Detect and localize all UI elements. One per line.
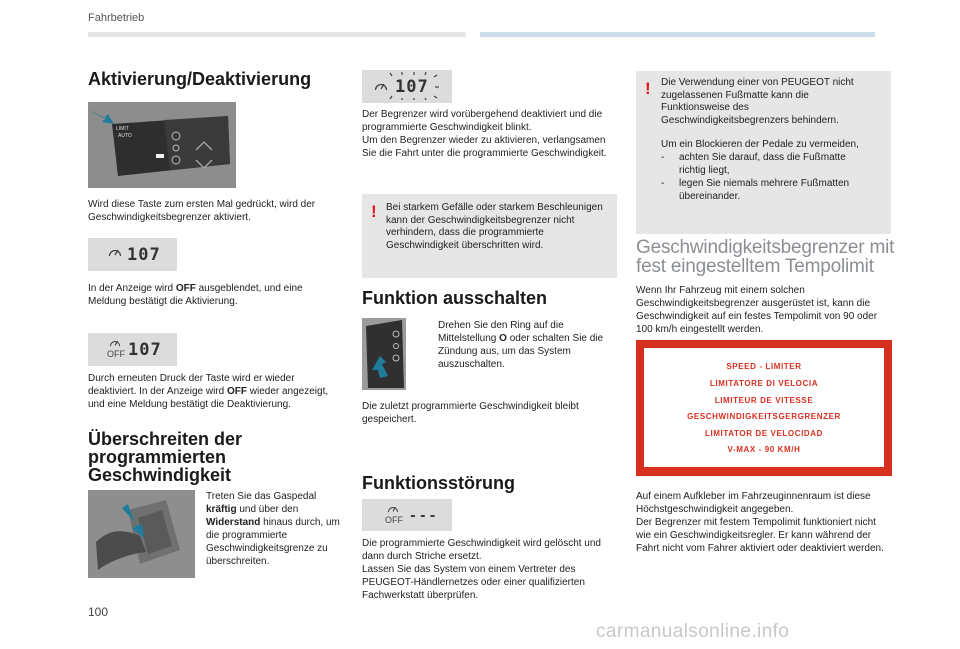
para-off-hidden: In der Anzeige wird OFF ausgeblendet, und eine Meldung bestätigt die Aktivierung. <box>88 283 303 307</box>
para-exceed: Treten Sie das Gaspedal kräftig und über den Widerstand hinaus durch, um die programmierte Geschwindigkeitsgrenze zu überschreiten. <box>206 491 340 567</box>
sticker-label <box>644 348 884 467</box>
lever-label-limit: LIMIT <box>116 126 129 132</box>
display-limit-active <box>88 238 177 271</box>
lever-photo <box>88 102 236 188</box>
heading-fault: Funktionsstörung <box>362 473 515 493</box>
speedometer-icon <box>109 337 121 347</box>
section-label: Fahrbetrieb <box>88 12 145 24</box>
ring-photo <box>362 318 406 390</box>
display-speed-value: 107 <box>127 245 161 265</box>
pedal-illustration <box>88 490 195 578</box>
warning-icon: ! <box>371 202 377 221</box>
warning-box-mats <box>636 71 891 234</box>
para-deactivate: Durch erneuten Druck der Taste wird er wieder deaktiviert. In der Anzeige wird OFF wieder angezeigt, und eine Meldung bestätigt die Deaktivierung. <box>88 373 329 410</box>
display-limit-blinking <box>362 70 452 103</box>
display-speed-value: 107 <box>395 77 429 97</box>
sticker-line: LIMITATOR DE VELOCIDAD <box>704 429 824 438</box>
sticker-line: GESCHWINDIGKEITSGERGRENZER <box>687 412 841 421</box>
speedometer-icon <box>374 79 388 91</box>
warning-mats-text-4: legen Sie niemals mehrere Fußmatten übereinander. <box>679 178 850 202</box>
dash-bullet: - <box>661 178 665 189</box>
sticker-line: SPEED - LIMITER <box>726 362 802 371</box>
para-saved: Die zuletzt programmierte Geschwindigkeit bleibt gespeichert. <box>362 401 579 425</box>
para-fixed-intro: Wenn Ihr Fahrzeug mit einem solchen Geschwindigkeitsbegrenzer ausgerüstet ist, kann die Geschwindigkeit auf ein festes Tempolimit von 90 oder 100 km/h eingestellt werden. <box>636 285 878 335</box>
speed-limit-sticker <box>636 340 892 476</box>
heading-fixed-limit: Geschwindigkeitsbegrenzer mit fest eingestelltem Tempolimit <box>636 237 895 277</box>
heading-activation: Aktivierung/Deaktivierung <box>88 69 312 89</box>
para-sticker: Auf einem Aufkleber im Fahrzeuginnenraum ist diese Höchstgeschwindigkeit angegeben. Der Begrenzer mit festem Tempolimit funktioniert nicht wie ein Geschwindigkeitsregler. Er kann während der Fahrt nicht vom Fahrer aktiviert oder deaktiviert werden. <box>636 491 884 554</box>
display-fault <box>362 499 452 531</box>
display-dashes: --- <box>409 509 439 524</box>
page-number: 100 <box>88 605 109 619</box>
para-turn-ring: Drehen Sie den Ring auf die Mittelstellung O oder schalten Sie die Zündung aus, um das System auszuschalten. <box>438 320 604 370</box>
dash-bullet: - <box>661 152 665 163</box>
sticker-line: LIMITEUR DE VITESSE <box>714 396 814 405</box>
para-fault: Die programmierte Geschwindigkeit wird gelöscht und dann durch Striche ersetzt. Lassen Sie das System von einem Vertreter des PEUGEOT-Händlernetzes oder einer qualifizierten Fachwerkstatt überprüfen. <box>362 538 601 601</box>
header-bar-right <box>480 32 875 37</box>
heading-exceed: Überschreiten der programmierten Geschwindigkeit <box>88 429 243 485</box>
warning-mats-text-2: Um ein Blockieren der Pedale zu vermeiden, <box>661 139 859 150</box>
warning-mats-text-3: achten Sie darauf, dass die Fußmatte richtig liegt, <box>679 152 846 176</box>
watermark: carmanualsonline.info <box>596 621 790 642</box>
display-off-label: OFF <box>107 349 125 359</box>
lever-illustration <box>88 102 236 188</box>
speedometer-icon <box>387 503 399 513</box>
para-activate: Wird diese Taste zum ersten Mal gedrückt, wird der Geschwindigkeitsbegrenzer aktiviert. <box>88 199 316 223</box>
display-speed-value: 107 <box>128 340 162 360</box>
warning-mats-text-1: Die Verwendung einer von PEUGEOT nicht zugelassenen Fußmatte kann die Funktionsweise des Geschwindigkeitsbegrenzers behindern. <box>661 77 854 126</box>
ring-illustration <box>362 318 406 390</box>
speedometer-icon <box>108 245 122 257</box>
lever-label-auto: AUTO <box>118 133 132 139</box>
display-off-label: OFF <box>385 515 403 525</box>
sticker-line: LIMITATORE DI VELOCIA <box>709 379 819 388</box>
warning-icon: ! <box>645 79 651 98</box>
warning-slope-text: Bei starkem Gefälle oder starkem Beschleunigen kann der Geschwindigkeitsbegrenzer nicht verhindern, dass die programmierte Geschwindigkeit überschritten wird. <box>386 202 603 251</box>
para-blink: Der Begrenzer wird vorübergehend deaktiviert und die programmierte Geschwindigkeit blinkt. Um den Begrenzer wieder zu aktivieren, verlangsamen Sie die Fahrt unter die programmierte Geschwindigkeit. <box>362 109 607 159</box>
warning-box-slope <box>362 194 617 278</box>
display-limit-off <box>88 333 177 366</box>
heading-off: Funktion ausschalten <box>362 288 548 308</box>
pedal-photo <box>88 490 195 578</box>
sticker-line: V-MAX - 90 KM/H <box>727 445 801 454</box>
header-bar-left <box>88 32 466 37</box>
